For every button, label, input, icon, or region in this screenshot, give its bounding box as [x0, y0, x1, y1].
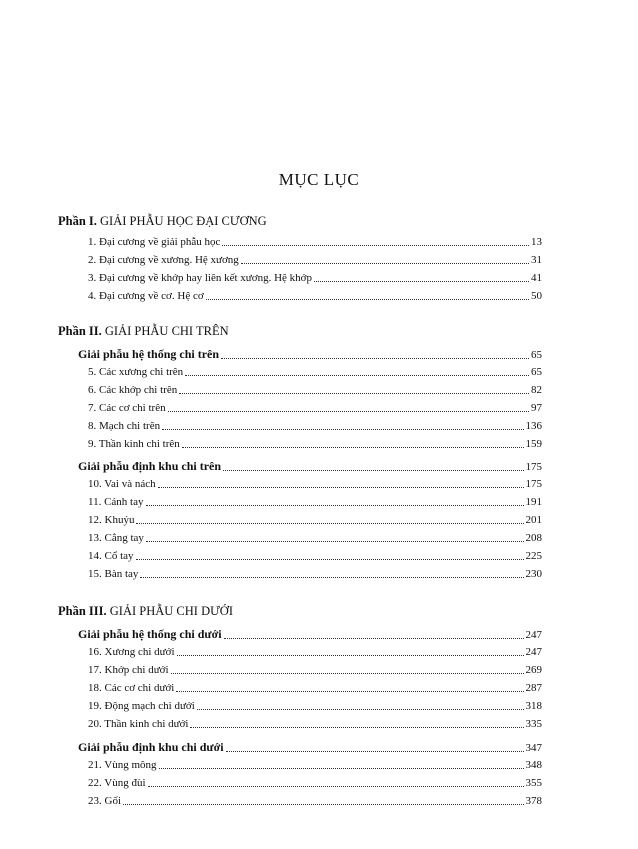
dot-leader	[140, 576, 523, 578]
toc-entry-label: 3. Đại cương về khớp hay liên kết xương. Hệ khớp	[88, 272, 312, 284]
toc-entry-6[interactable]	[88, 384, 542, 396]
toc-entry-9[interactable]	[88, 438, 542, 450]
toc-group-page: 65	[531, 349, 542, 361]
toc-entry-label: 11. Cánh tay	[88, 496, 144, 508]
toc-group-label: Giải phẫu định khu chi dưới	[78, 740, 224, 754]
toc-entry-12[interactable]	[88, 514, 542, 526]
dot-leader	[222, 244, 529, 246]
dot-leader	[223, 469, 523, 471]
toc-entry-label: 6. Các khớp chi trên	[88, 384, 178, 396]
toc-entry-label: 16. Xương chi dưới	[88, 646, 175, 658]
toc-group-page: 247	[525, 629, 542, 641]
dot-leader	[176, 690, 523, 692]
dot-leader	[226, 750, 524, 752]
toc-entry-20[interactable]	[88, 718, 542, 730]
toc-group-label: Giải phẫu hệ thống chi dưới	[78, 627, 222, 641]
toc-entry-page: 159	[525, 438, 542, 450]
toc-entry-1[interactable]	[88, 236, 542, 248]
toc-entry-label: 1. Đại cương về giải phẫu học	[88, 236, 221, 248]
toc-group-upper-regional[interactable]	[78, 459, 542, 474]
part-2-prefix: Phần II.	[58, 324, 102, 338]
dot-leader	[179, 392, 529, 394]
toc-entry-label: 8. Mạch chi trên	[88, 420, 161, 432]
toc-group-label: Giải phẫu hệ thống chi trên	[78, 347, 220, 361]
toc-entry-19[interactable]	[88, 700, 542, 712]
dot-leader	[146, 540, 524, 542]
toc-entry-page: 201	[525, 514, 542, 526]
toc-entry-page: 97	[531, 402, 542, 414]
toc-group-page: 347	[525, 742, 542, 754]
toc-entry-10[interactable]	[88, 478, 542, 490]
dot-leader	[224, 637, 524, 639]
toc-entry-page: 175	[525, 478, 542, 490]
toc-entry-page: 378	[525, 795, 542, 807]
dot-leader	[168, 410, 529, 412]
toc-entry-label: 20. Thần kinh chi dưới	[88, 718, 189, 730]
dot-leader	[221, 357, 529, 359]
part-1-name: GIẢI PHẪU HỌC ĐẠI CƯƠNG	[100, 214, 267, 228]
toc-entry-11[interactable]	[88, 496, 542, 508]
part-2-name: GIẢI PHẪU CHI TRÊN	[104, 324, 229, 338]
toc-entry-page: 335	[525, 718, 542, 730]
toc-entry-page: 41	[531, 272, 542, 284]
toc-entry-label: 13. Cẳng tay	[88, 532, 144, 544]
toc-entry-label: 17. Khớp chi dưới	[88, 664, 169, 676]
toc-entry-label: 18. Các cơ chi dưới	[88, 682, 175, 694]
toc-group-upper-systemic[interactable]	[78, 347, 542, 362]
toc-entry-page: 348	[525, 759, 542, 771]
toc-entry-page: 191	[525, 496, 542, 508]
dot-leader	[182, 446, 524, 448]
toc-entry-page: 13	[531, 236, 542, 248]
toc-entry-page: 230	[525, 568, 542, 580]
dot-leader	[136, 558, 524, 560]
dot-leader	[146, 504, 524, 506]
toc-entry-13[interactable]	[88, 532, 542, 544]
part-1-heading	[58, 214, 267, 229]
toc-entry-3[interactable]	[88, 272, 542, 284]
dot-leader	[159, 767, 524, 769]
toc-entry-5[interactable]	[88, 366, 542, 378]
toc-entry-label: 9. Thần kinh chi trên	[88, 438, 180, 450]
toc-title: MỤC LỤC	[278, 170, 360, 189]
toc-entry-label: 23. Gối	[88, 795, 121, 807]
toc-entry-14[interactable]	[88, 550, 542, 562]
dot-leader	[314, 280, 529, 282]
toc-entry-label: 19. Động mạch chi dưới	[88, 700, 195, 712]
toc-entry-page: 208	[525, 532, 542, 544]
dot-leader	[206, 298, 529, 300]
toc-entry-page: 355	[525, 777, 542, 789]
toc-entry-page: 50	[531, 290, 542, 302]
part-3-heading	[58, 604, 233, 619]
dot-leader	[158, 486, 524, 488]
part-3-prefix: Phần III.	[58, 604, 107, 618]
toc-entry-8[interactable]	[88, 420, 542, 432]
toc-entry-label: 14. Cổ tay	[88, 550, 134, 562]
toc-entry-label: 12. Khuỷu	[88, 514, 135, 526]
toc-entry-label: 21. Vùng mông	[88, 759, 157, 771]
toc-entry-23[interactable]	[88, 795, 542, 807]
toc-entry-page: 318	[525, 700, 542, 712]
toc-entry-2[interactable]	[88, 254, 542, 266]
toc-entry-label: 22. Vùng đùi	[88, 777, 146, 789]
toc-entry-16[interactable]	[88, 646, 542, 658]
toc-entry-label: 4. Đại cương về cơ. Hệ cơ	[88, 290, 204, 302]
toc-entry-7[interactable]	[88, 402, 542, 414]
dot-leader	[123, 803, 524, 805]
dot-leader	[171, 672, 524, 674]
dot-leader	[162, 428, 523, 430]
dot-leader	[148, 785, 524, 787]
toc-entry-18[interactable]	[88, 682, 542, 694]
dot-leader	[185, 374, 529, 376]
toc-entry-22[interactable]	[88, 777, 542, 789]
toc-entry-21[interactable]	[88, 759, 542, 771]
dot-leader	[177, 654, 524, 656]
toc-entry-label: 15. Bàn tay	[88, 568, 139, 580]
part-2-heading	[58, 324, 229, 339]
toc-entry-page: 82	[531, 384, 542, 396]
toc-group-page: 175	[525, 461, 542, 473]
toc-entry-label: 7. Các cơ chi trên	[88, 402, 166, 414]
toc-group-lower-systemic[interactable]	[78, 627, 542, 642]
toc-entry-17[interactable]	[88, 664, 542, 676]
toc-entry-page: 287	[525, 682, 542, 694]
toc-entry-label: 2. Đại cương về xương. Hệ xương	[88, 254, 239, 266]
dot-leader	[241, 262, 529, 264]
toc-entry-page: 65	[531, 366, 542, 378]
toc-entry-label: 5. Các xương chi trên	[88, 366, 184, 378]
toc-entry-page: 269	[525, 664, 542, 676]
dot-leader	[197, 708, 524, 710]
toc-entry-page: 136	[525, 420, 542, 432]
toc-group-lower-regional[interactable]	[78, 740, 542, 755]
toc-entry-15[interactable]	[88, 568, 542, 580]
toc-group-label: Giải phẫu định khu chi trên	[78, 459, 222, 473]
part-3-name: GIẢI PHẪU CHI DƯỚI	[109, 604, 233, 618]
toc-entry-label: 10. Vai và nách	[88, 478, 156, 490]
toc-entry-page: 247	[525, 646, 542, 658]
dot-leader	[190, 726, 523, 728]
toc-entry-page: 225	[525, 550, 542, 562]
part-1-prefix: Phần I.	[58, 214, 97, 228]
toc-entry-page: 31	[531, 254, 542, 266]
dot-leader	[136, 522, 523, 524]
toc-entry-4[interactable]	[88, 290, 542, 302]
